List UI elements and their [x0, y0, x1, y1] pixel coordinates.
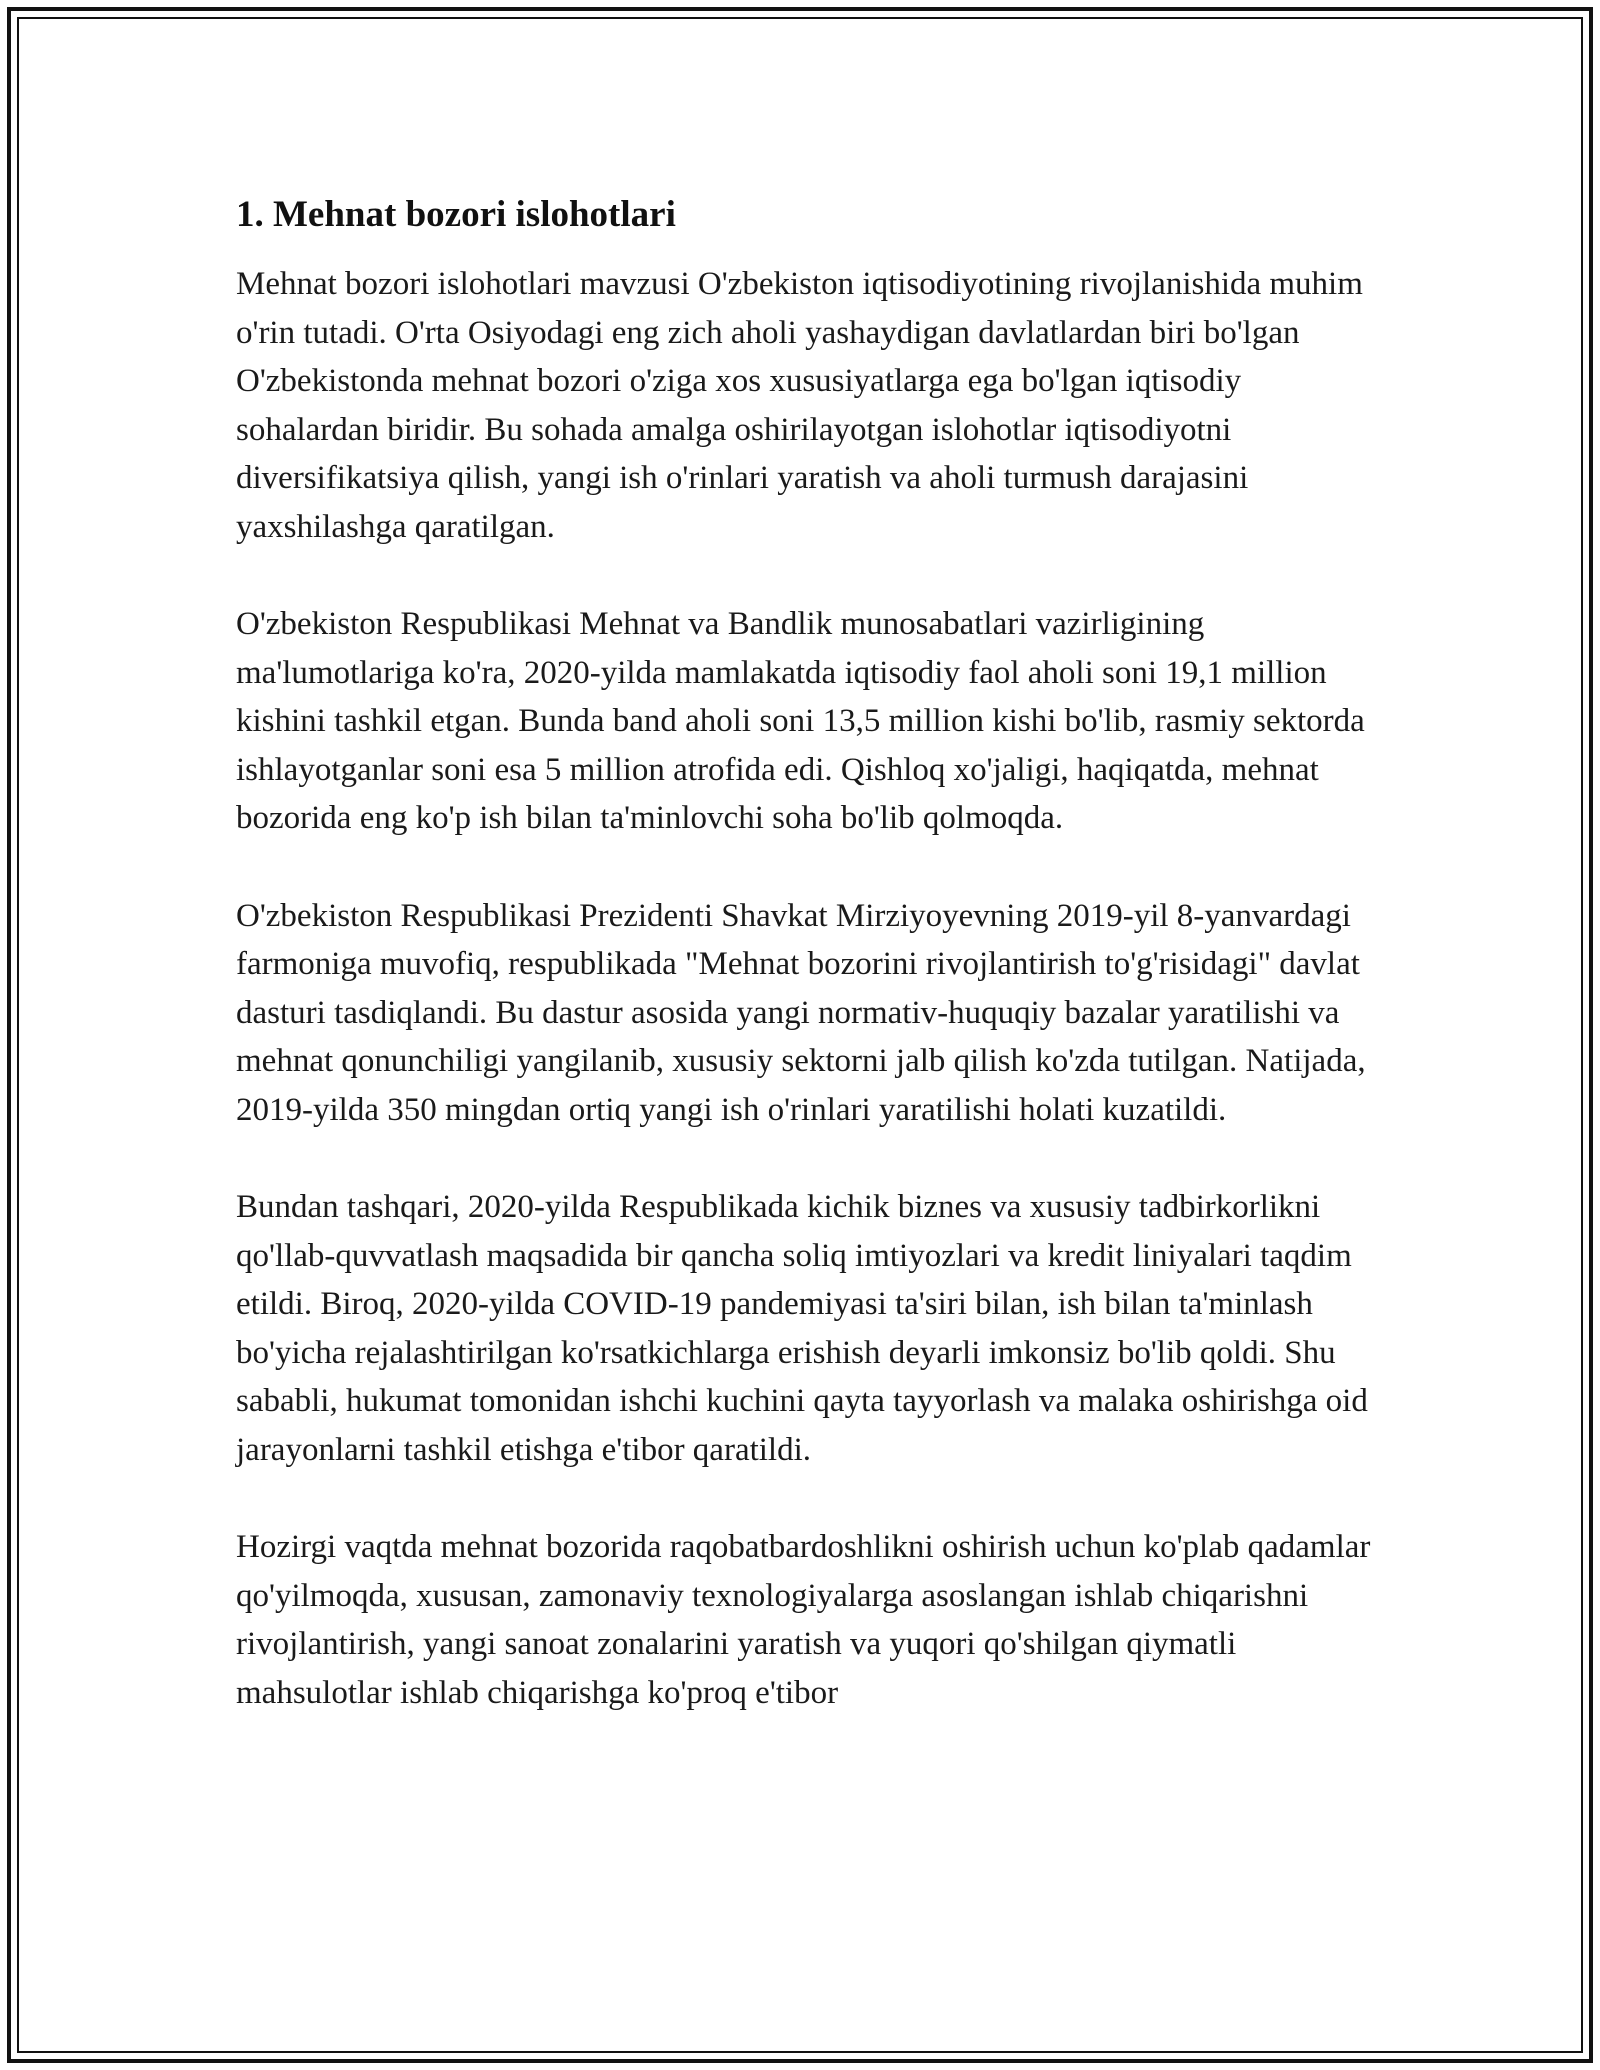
paragraph-3: O'zbekiston Respublikasi Prezidenti Shavkat Mirziyoyevning 2019-yil 8-yanvardagi farmoniga muvofiq, respublikada "Mehnat bozorini rivojlantirish to'g'risidagi" davlat dasturi tasdiqlandi. Bu dastur asosida yangi normativ-huquqiy bazalar yaratilishi va mehnat qonunchiligi yangilanib, xususiy sektorni jalb qilish ko'zda tutilgan. Natijada, 2019-yilda 350 mingdan ortiq yangi ish o'rinlari yaratilishi holati kuzatildi.	[236, 897, 1366, 1128]
document-body	[236, 190, 1376, 1766]
paragraph-5: Hozirgi vaqtda mehnat bozorida raqobatbardoshlikni oshirish uchun ko'plab qadamlar qo'yilmoqda, xususan, zamonaviy texnologiyalarga asoslangan ishlab chiqarishni rivojlantirish, yangi sanoat zonalarini yaratish va yuqori qo'shilgan qiymatli mahsulotlar ishlab chiqarishga ko'proq e'tibor	[236, 1529, 1371, 1711]
section-heading: 1. Mehnat bozori islohotlari	[236, 194, 676, 235]
paragraph-2: O'zbekiston Respublikasi Mehnat va Bandlik munosabatlari vazirligining ma'lumotlariga ko'ra, 2020-yilda mamlakatda iqtisodiy faol aholi soni 19,1 million kishini tashkil etgan. Bunda band aholi soni 13,5 million kishi bo'lib, rasmiy sektorda ishlayotganlar soni esa 5 million atrofida edi. Qishloq xo'jaligi, haqiqatda, mehnat bozorida eng ko'p ish bilan ta'minlovchi soha bo'lib qolmoqda.	[236, 606, 1365, 836]
paragraph-4: Bundan tashqari, 2020-yilda Respublikada kichik biznes va xususiy tadbirkorlikni qo'llab-quvvatlash maqsadida bir qancha soliq imtiyozlari va kredit liniyalari taqdim etildi. Biroq, 2020-yilda COVID-19 pandemiyasi ta'siri bilan, ish bilan ta'minlash bo'yicha rejalashtirilgan ko'rsatkichlarga erishish deyarli imkonsiz bo'lib qoldi. Shu sababli, hukumat tomonidan ishchi kuchini qayta tayyorlash va malaka oshirishga oid jarayonlarni tashkil etishga e'tibor qaratildi.	[236, 1189, 1368, 1468]
paragraph-1: Mehnat bozori islohotlari mavzusi O'zbekiston iqtisodiyotining rivojlanishida muhim o'rin tutadi. O'rta Osiyodagi eng zich aholi yashaydigan davlatlardan biri bo'lgan O'zbekistonda mehnat bozori o'ziga xos xususiyatlarga ega bo'lgan iqtisodiy sohalardan biridir. Bu sohada amalga oshirilayotgan islohotlar iqtisodiyotni diversifikatsiya qilish, yangi ish o'rinlari yaratish va aholi turmush darajasini yaxshilashga qaratilgan.	[236, 266, 1363, 545]
